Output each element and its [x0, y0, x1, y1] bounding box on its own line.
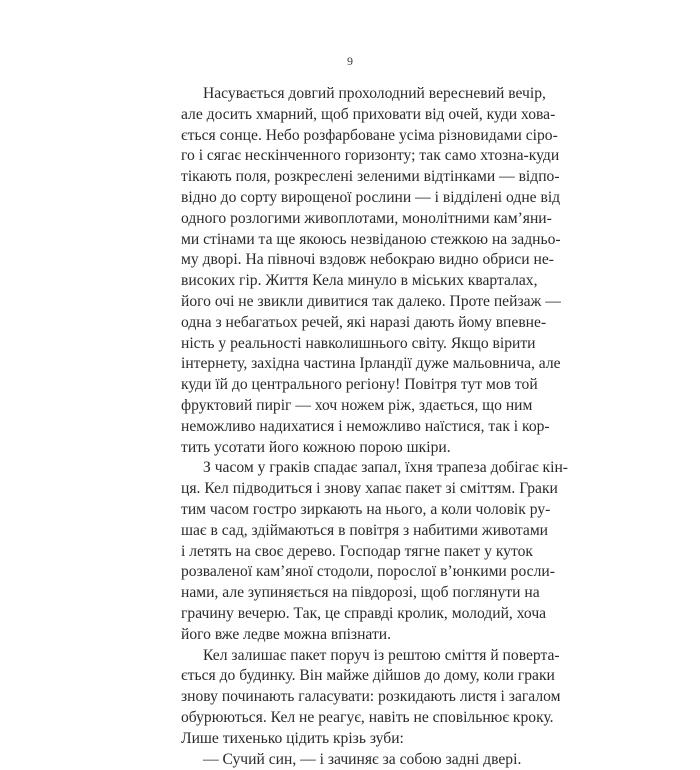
text-line: одна з небагатьох речей, які наразі дають йому впевне-: [181, 313, 518, 334]
text-line: му дворі. На півночі вздовж небокраю видно обриси не-: [181, 250, 518, 271]
text-line: Насувається довгий прохолодний вересневий вечір,: [181, 84, 518, 105]
text-line: високих гір. Життя Кела минуло в міських кварталах,: [181, 271, 518, 292]
text-line: відно до сорту вирощеної рослини — і відділені одне від: [181, 188, 518, 209]
text-line: і летять на своє дерево. Господар тягне пакет у куток: [181, 542, 518, 563]
text-line: грачину вечерю. Так, це справді кролик, молодий, хоча: [181, 604, 518, 625]
text-line: обурюються. Кел не реагує, навіть не сповільнює кроку.: [181, 708, 518, 729]
text-line: тить усотати його кожною порою шкіри.: [181, 438, 518, 459]
text-line: ми стінами та ще якоюсь незвіданою стежкою на задньо-: [181, 230, 518, 251]
text-line: ється до будинку. Він майже дійшов до дому, коли граки: [181, 666, 518, 687]
text-line: але досить хмарний, щоб приховати від очей, куди хова-: [181, 105, 518, 126]
text-line: тим часом гостро зиркають на нього, а коли чоловік ру-: [181, 500, 518, 521]
page-number: 9: [0, 54, 700, 69]
paragraph-1: [181, 84, 518, 458]
paragraph-2: [181, 458, 518, 645]
text-line: ність у реальності навколишнього світу. Якщо вірити: [181, 334, 518, 355]
text-line: — Сучий син, — і зачиняє за собою задні двері.: [181, 750, 518, 770]
text-line: знову починають галасувати: розкидають листя і загалом: [181, 687, 518, 708]
text-line: неможливо надихатися і неможливо наїстися, так і кор-: [181, 417, 518, 438]
text-line: його очі не звикли дивитися так далеко. Проте пейзаж —: [181, 292, 518, 313]
text-line: тікають поля, розкреслені зеленими відтінками — відпо-: [181, 167, 518, 188]
text-line: інтернету, західна частина Ірландії дуже мальовнича, але: [181, 354, 518, 375]
text-line: фруктовий пиріг — хоч ножем ріж, здається, що ним: [181, 396, 518, 417]
text-line: Лише тихенько цідить крізь зуби:: [181, 729, 518, 750]
text-line: розваленої кам’яної стодоли, порослої в’юнкими росли-: [181, 562, 518, 583]
text-line: нами, але зупиняється на півдорозі, щоб поглянути на: [181, 583, 518, 604]
text-line: З часом у граків спадає запал, їхня трапеза добігає кін-: [181, 458, 518, 479]
paragraph-4-dialogue: [181, 750, 518, 770]
text-line: його вже ледве можна впізнати.: [181, 625, 518, 646]
body-text: [181, 84, 518, 770]
paragraph-3: [181, 646, 518, 750]
text-line: Кел залишає пакет поруч із рештою сміття й поверта-: [181, 646, 518, 667]
text-line: куди їй до центрального регіону! Повітря тут мов той: [181, 375, 518, 396]
text-line: ця. Кел підводиться і знову хапає пакет зі сміттям. Граки: [181, 479, 518, 500]
text-line: одного розлогими живоплотами, монолітними кам’яни-: [181, 209, 518, 230]
text-line: шає в сад, здіймаються в повітря з набитими животами: [181, 521, 518, 542]
text-line: ється сонце. Небо розфарбоване усіма різновидами сіро-: [181, 126, 518, 147]
text-line: го і сягає нескінченного горизонту; так само хтозна-куди: [181, 146, 518, 167]
